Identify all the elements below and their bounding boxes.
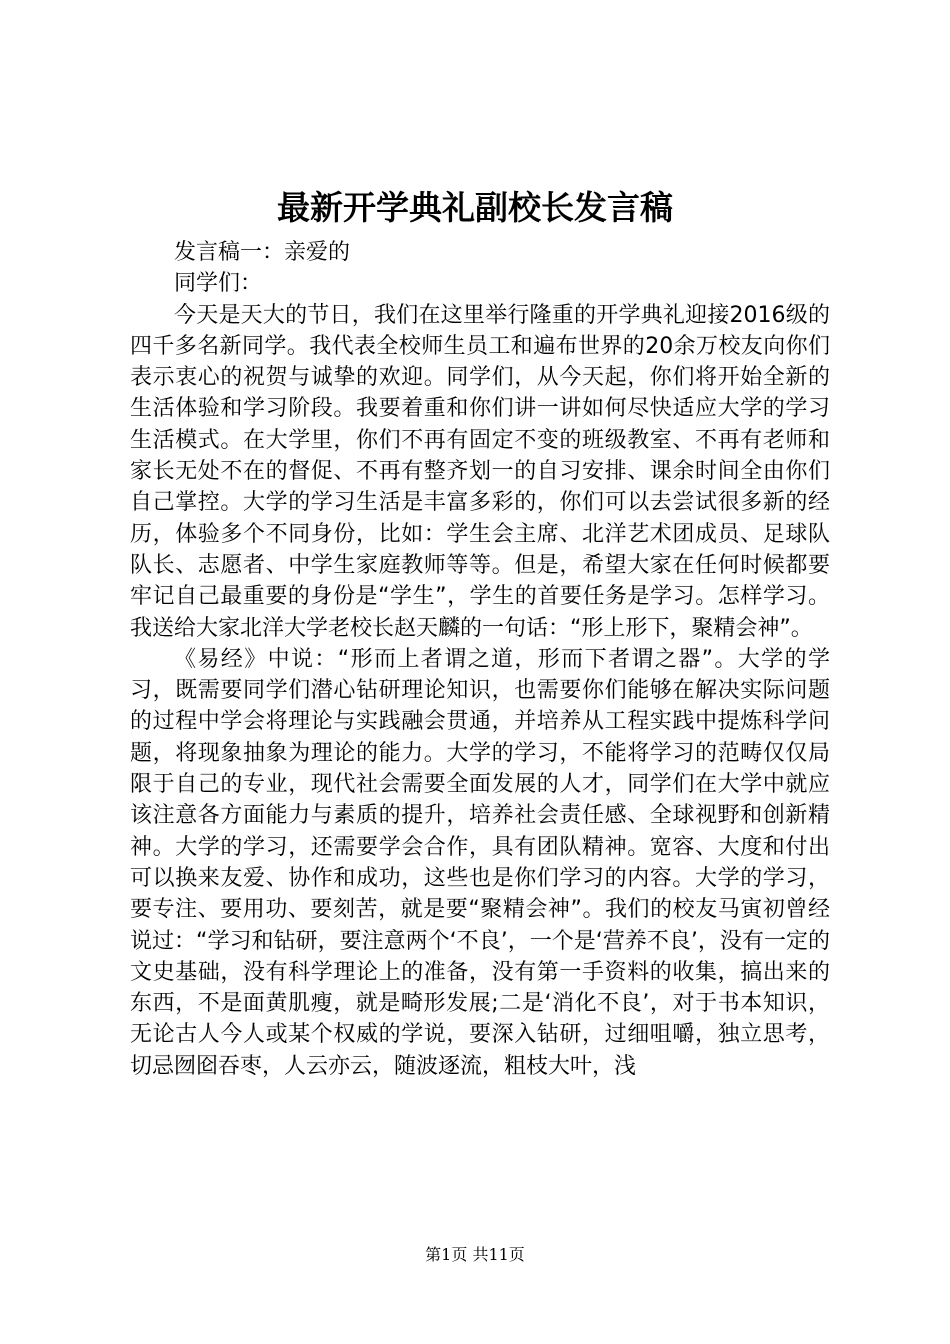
document-body [130, 237, 830, 1082]
paragraph-1: 今天是天大的节日，我们在这里举行隆重的开学典礼迎接2016级的四千多名新同学。我代表全校师生员工和遍布世界的20余万校友向你们表示衷心的祝贺与诚挚的欢迎。同学们，从今天起，你们将开始全新的生活体验和学习阶段。我要着重和你们讲一讲如何尽快适应大学的学习生活模式。在大学里，你们不再有固定不变的班级教室、不再有老师和家长无处不在的督促、不再有整齐划一的自习安排、课余时间全由你们自己掌控。大学的学习生活是丰富多彩的，你们可以去尝试很多新的经历，体验多个不同身份，比如：学生会主席、北洋艺术团成员、足球队队长、志愿者、中学生家庭教师等等。但是，希望大家在任何时候都要牢记自己最重要的身份是“学生”，学生的首要任务是学习。怎样学习。我送给大家北洋大学老校长赵天麟的一句话：“形上形下，聚精会神”。 [130, 302, 830, 641]
paragraph-2: 《易经》中说：“形而上者谓之道，形而下者谓之器”。大学的学习，既需要同学们潜心钻研理论知识，也需要你们能够在解决实际问题的过程中学会将理论与实践融会贯通，并培养从工程实践中提炼科学问题，将现象抽象为理论的能力。大学的学习，不能将学习的范畴仅仅局限于自己的专业，现代社会需要全面发展的人才，同学们在大学中就应该注意各方面能力与素质的提升，培养社会责任感、全球视野和创新精神。大学的学习，还需要学会合作，具有团队精神。宽容、大度和付出可以换来友爱、协作和成功，这些也是你们学习的内容。大学的学习，要专注、要用功、要刻苦，就是要“聚精会神”。我们的校友马寅初曾经说过：“学习和钻研，要注意两个‘不良’，一个是‘营养不良’，没有一定的文史基础，没有科学理论上的准备，没有第一手资料的收集，搞出来的东西，不是面黄肌瘦，就是畸形发展;二是‘消化不良’，对于书本知识，无论古人今人或某个权威的学说，要深入钻研，过细咀嚼，独立思考，切忌囫囵吞枣，人云亦云，随波逐流，粗枝大叶，浅 [130, 646, 830, 1079]
paragraph-salutation: 发言稿一：亲爱的 [174, 240, 351, 265]
document-title: 最新开学典礼副校长发言稿 [277, 188, 673, 227]
page-footer: 第1页 共11页 [425, 1245, 525, 1264]
paragraph-addressee: 同学们： [174, 271, 263, 297]
